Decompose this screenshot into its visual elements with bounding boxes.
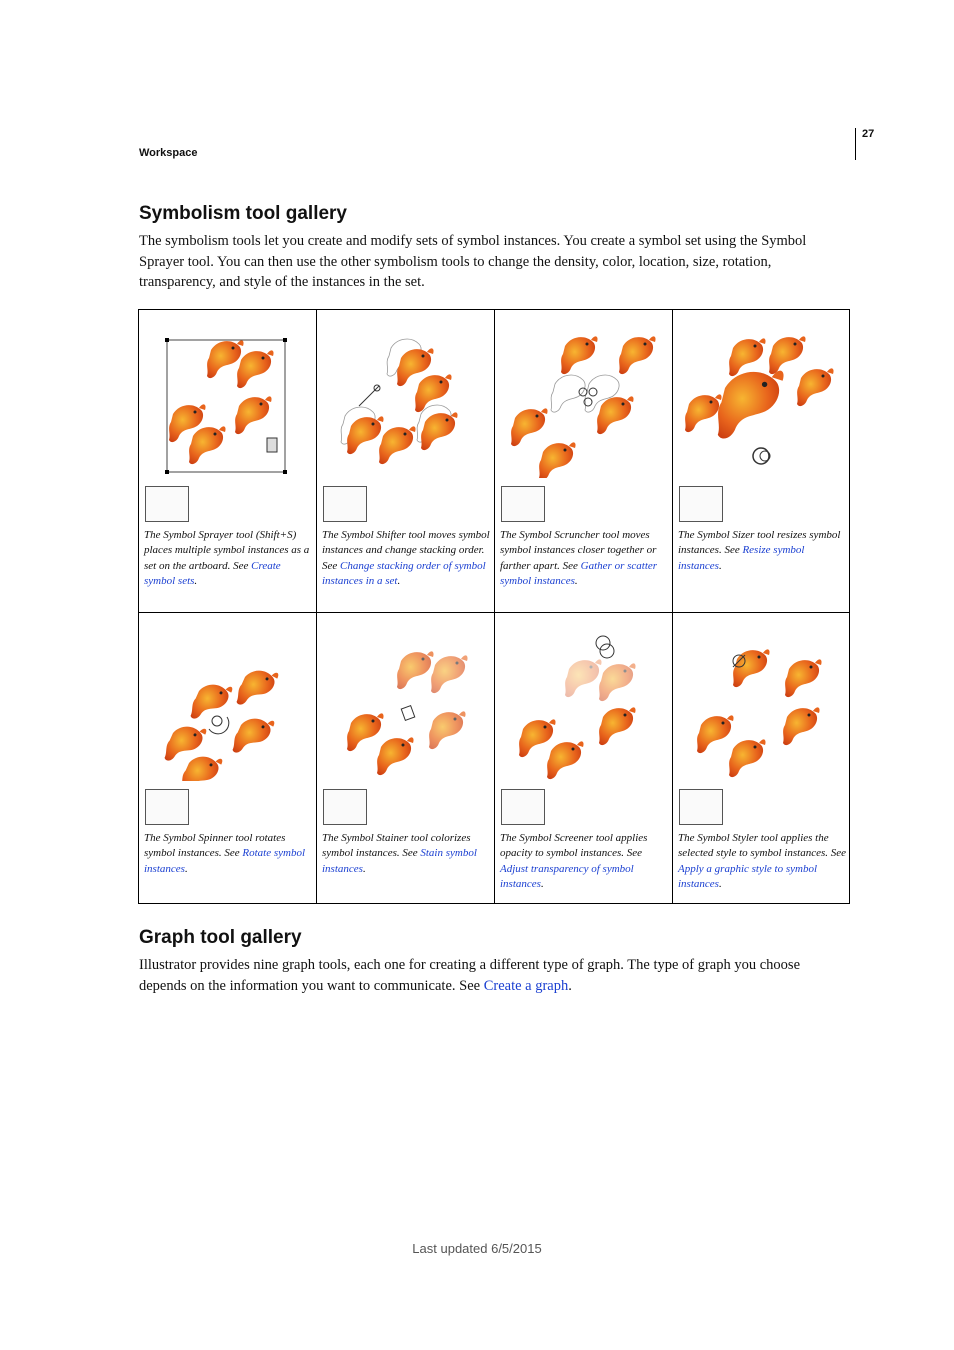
symbolism-tool-gallery bbox=[138, 309, 850, 904]
symbol-shifter-icon bbox=[323, 486, 367, 522]
shifter-illustration bbox=[321, 318, 491, 478]
tool-cell-stainer bbox=[317, 613, 495, 903]
screener-illustration bbox=[499, 621, 669, 781]
tool-cell-spinner bbox=[139, 613, 317, 903]
link-rotate-symbol-instances[interactable]: Rotate symbol instances bbox=[144, 847, 306, 875]
last-updated: Last updated 6/5/2015 bbox=[412, 1241, 542, 1256]
link-create-symbol-sets[interactable]: Create symbol sets bbox=[144, 559, 281, 588]
symbol-sizer-icon bbox=[679, 486, 723, 522]
caption-stainer: The Symbol Stainer tool colorizes symbol instances. See Stain symbol instances. bbox=[322, 832, 477, 875]
caption-shifter: The Symbol Shifter tool moves symbol instances and change stacking order. See Change stacking order of symbol instances in a set. bbox=[322, 529, 490, 588]
link-gather-or-scatter[interactable]: Gather or scatter symbol instances bbox=[500, 559, 658, 588]
spinner-illustration bbox=[143, 621, 313, 781]
link-adjust-transparency[interactable]: Adjust transparency of symbol instances bbox=[500, 862, 634, 891]
link-apply-graphic-style[interactable]: Apply a graphic style to symbol instances bbox=[678, 862, 818, 891]
symbol-spinner-icon bbox=[145, 789, 189, 825]
caption-styler: The Symbol Styler tool applies the selected style to symbol instances. See Apply a graphic style to symbol instances. bbox=[678, 832, 847, 891]
scruncher-illustration bbox=[499, 318, 669, 478]
tool-cell-shifter bbox=[317, 310, 495, 612]
tool-cell-scruncher bbox=[495, 310, 673, 612]
symbol-sprayer-icon bbox=[145, 486, 189, 522]
page-number-rule bbox=[855, 128, 856, 160]
symbol-scruncher-icon bbox=[501, 486, 545, 522]
symbolism-intro: The symbolism tools let you create and modify sets of symbol instances. You create a symbol set using the Symbol Sprayer tool. You can then use the other symbolism tools to change the density, color, location, size, rotation, transparency, and style of the instances in the set. bbox=[139, 233, 807, 290]
caption-screener: The Symbol Screener tool applies opacity to symbol instances. See Adjust transparency of symbol instances. bbox=[500, 832, 648, 891]
sizer-illustration bbox=[677, 318, 847, 478]
link-change-stacking-order[interactable]: Change stacking order of symbol instances in a set bbox=[322, 559, 486, 588]
tool-cell-sprayer bbox=[139, 310, 317, 612]
caption-sizer: The Symbol Sizer tool resizes symbol instances. See Resize symbol instances. bbox=[678, 529, 841, 572]
symbol-stainer-icon bbox=[323, 789, 367, 825]
styler-illustration bbox=[677, 621, 847, 781]
page-number: 27 bbox=[862, 128, 875, 140]
graph-intro: Illustrator provides nine graph tools, each one for creating a different type of graph. The type of graph you choose depends on the information you want to communicate. See Create a graph. bbox=[139, 957, 801, 994]
link-stain-symbol-instances[interactable]: Stain symbol instances bbox=[322, 847, 477, 875]
tool-cell-screener bbox=[495, 613, 673, 903]
caption-sprayer: The Symbol Sprayer tool (Shift+S) places multiple symbol instances as a set on the artboard. See Create symbol sets. bbox=[144, 529, 310, 588]
tool-cell-styler bbox=[673, 613, 851, 903]
link-resize-symbol-instances[interactable]: Resize symbol instances bbox=[678, 544, 805, 572]
caption-spinner: The Symbol Spinner tool rotates symbol instances. See Rotate symbol instances. bbox=[144, 832, 306, 875]
link-create-a-graph[interactable]: Create a graph bbox=[483, 977, 569, 994]
stainer-illustration bbox=[321, 621, 491, 781]
graph-heading: Graph tool gallery bbox=[139, 927, 302, 948]
sprayer-illustration bbox=[143, 318, 313, 478]
tool-cell-sizer bbox=[673, 310, 851, 612]
symbol-styler-icon bbox=[679, 789, 723, 825]
caption-scruncher: The Symbol Scruncher tool moves symbol instances closer together or farther apart. See Gather or scatter symbol instances. bbox=[500, 529, 658, 588]
symbolism-heading: Symbolism tool gallery bbox=[139, 203, 347, 224]
running-head: Workspace bbox=[139, 147, 198, 159]
symbol-screener-icon bbox=[501, 789, 545, 825]
